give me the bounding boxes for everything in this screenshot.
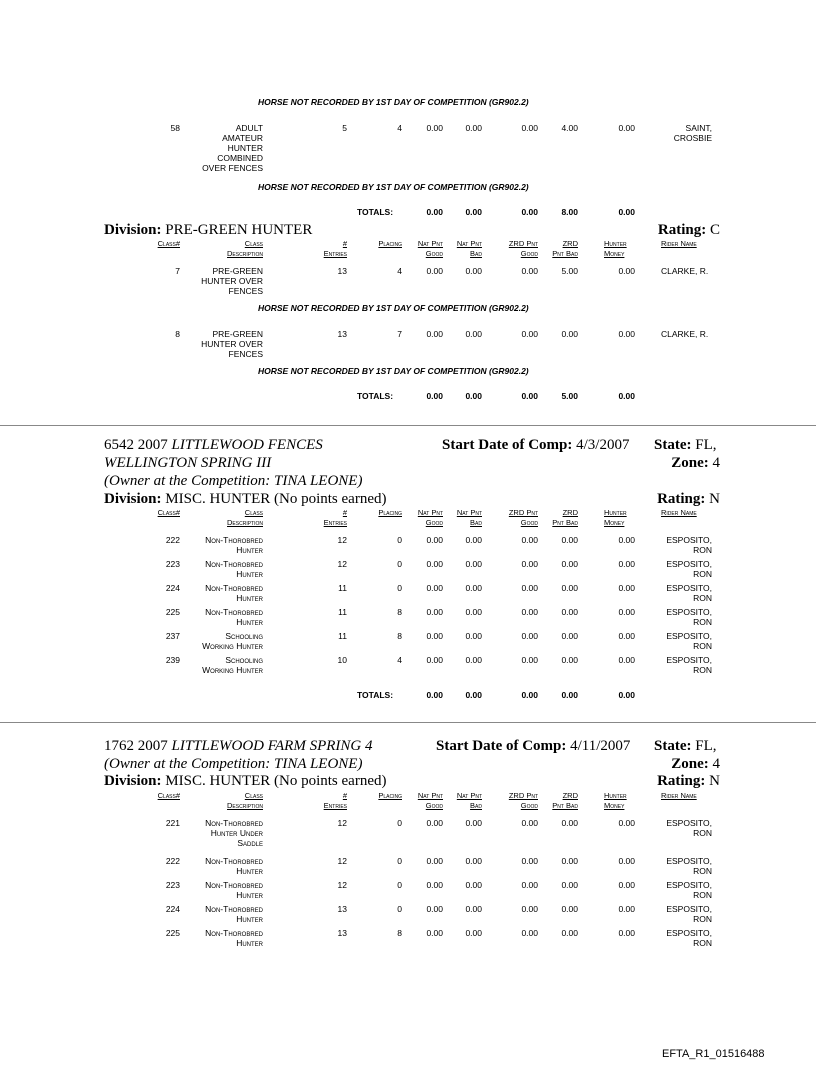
division-heading: Division: MISC. HUNTER (No points earned) [104, 773, 387, 789]
nat-pnt-bad: 0.00 [465, 583, 482, 593]
rider-name: ESPOSITO, RON [666, 818, 712, 838]
header-entries: # Entries [323, 508, 347, 527]
nat-pnt-good: 0.00 [426, 607, 443, 617]
hunter-money: 0.00 [618, 880, 635, 890]
totals-money: 0.00 [618, 391, 635, 401]
class-description: Schooling Working Hunter [202, 655, 263, 675]
rider-name: ESPOSITO, RON [666, 535, 712, 555]
hunter-money: 0.00 [618, 818, 635, 828]
hunter-money: 0.00 [618, 607, 635, 617]
hunter-money: 0.00 [618, 904, 635, 914]
document-id: EFTA_R1_01516488 [662, 1048, 765, 1060]
class-number: 8 [175, 329, 180, 339]
class-description: Non-Thorobred Hunter [205, 607, 263, 627]
header-entries: # Entries [323, 239, 347, 258]
zone: Zone: 4 [671, 455, 720, 471]
section-divider [0, 722, 816, 723]
class-number: 223 [165, 880, 180, 890]
nat-pnt-bad: 0.00 [465, 818, 482, 828]
nat-pnt-good: 0.00 [426, 904, 443, 914]
rider-name: ESPOSITO, RON [666, 607, 712, 627]
hunter-money: 0.00 [618, 123, 635, 133]
zrd-pnt-bad: 0.00 [561, 655, 578, 665]
placing: 0 [397, 818, 402, 828]
zrd-pnt-bad: 0.00 [561, 818, 578, 828]
entries: 12 [337, 818, 347, 828]
header-zrd-pnt-bad: ZRD Pnt Bad [552, 508, 578, 527]
zrd-pnt-good: 0.00 [521, 559, 538, 569]
header-placing: Placing [378, 508, 402, 517]
entries: 5 [342, 123, 347, 133]
placing: 0 [397, 583, 402, 593]
totals-nat-good: 0.00 [426, 207, 443, 217]
header-entries: # Entries [323, 791, 347, 810]
competition-title-line2: WELLINGTON SPRING III [104, 455, 272, 471]
totals-money: 0.00 [618, 690, 635, 700]
zrd-pnt-bad: 0.00 [561, 607, 578, 617]
zrd-pnt-bad: 0.00 [561, 904, 578, 914]
section-divider [0, 425, 816, 426]
placing: 0 [397, 559, 402, 569]
header-nat-pnt-bad: Nat Pnt Bad [456, 791, 482, 810]
entries: 11 [338, 631, 347, 641]
nat-pnt-bad: 0.00 [465, 329, 482, 339]
nat-pnt-good: 0.00 [426, 655, 443, 665]
entries: 12 [337, 535, 347, 545]
nat-pnt-good: 0.00 [426, 266, 443, 276]
zrd-pnt-good: 0.00 [521, 904, 538, 914]
zrd-pnt-bad: 0.00 [561, 559, 578, 569]
zrd-pnt-bad: 0.00 [561, 880, 578, 890]
zrd-pnt-bad: 4.00 [561, 123, 578, 133]
nat-pnt-good: 0.00 [426, 535, 443, 545]
hunter-money: 0.00 [618, 329, 635, 339]
entries: 13 [337, 928, 347, 938]
header-nat-pnt-good: Nat Pnt Good [417, 791, 443, 810]
nat-pnt-bad: 0.00 [465, 655, 482, 665]
class-description: Non-Thorobred Hunter [205, 880, 263, 900]
header-zrd-pnt-bad: ZRD Pnt Bad [552, 791, 578, 810]
zrd-pnt-bad: 0.00 [561, 928, 578, 938]
nat-pnt-good: 0.00 [426, 880, 443, 890]
placing: 4 [397, 655, 402, 665]
class-description: Non-Thorobred Hunter Under Saddle [205, 818, 263, 848]
entries: 12 [337, 880, 347, 890]
placing: 7 [397, 329, 402, 339]
class-description: Non-Thorobred Hunter [205, 583, 263, 603]
zrd-pnt-good: 0.00 [521, 583, 538, 593]
entries: 12 [337, 559, 347, 569]
header-rider-name: Rider Name [661, 508, 697, 517]
zrd-pnt-bad: 0.00 [561, 535, 578, 545]
zrd-pnt-good: 0.00 [521, 856, 538, 866]
division-heading: Division: MISC. HUNTER (No points earned) [104, 491, 387, 507]
nat-pnt-bad: 0.00 [465, 904, 482, 914]
totals-nat-bad: 0.00 [465, 391, 482, 401]
rating: Rating: C [657, 222, 720, 238]
header-nat-pnt-good: Nat Pnt Good [417, 508, 443, 527]
entries: 10 [337, 655, 347, 665]
header-class-number: Class# [157, 508, 180, 517]
class-description: PRE-GREEN HUNTER OVER FENCES [201, 329, 263, 359]
hunter-money: 0.00 [618, 535, 635, 545]
zrd-pnt-good: 0.00 [521, 123, 538, 133]
header-zrd-pnt-good: ZRD Pnt Good [508, 791, 538, 810]
zrd-pnt-good: 0.00 [521, 631, 538, 641]
class-number: 225 [165, 928, 180, 938]
totals-zrd-good: 0.00 [521, 207, 538, 217]
rider-name: ESPOSITO, RON [666, 631, 712, 651]
totals-nat-good: 0.00 [426, 690, 443, 700]
zrd-pnt-good: 0.00 [521, 607, 538, 617]
totals-nat-bad: 0.00 [465, 690, 482, 700]
nat-pnt-good: 0.00 [426, 123, 443, 133]
header-nat-pnt-bad: Nat Pnt Bad [456, 508, 482, 527]
entries: 12 [337, 856, 347, 866]
totals-nat-bad: 0.00 [465, 207, 482, 217]
class-description: Schooling Working Hunter [202, 631, 263, 651]
rider-name: SAINT, CROSBIE [673, 123, 712, 143]
class-number: 237 [165, 631, 180, 641]
not-recorded-notice: HORSE NOT RECORDED BY 1ST DAY OF COMPETITION (GR902.2) [258, 366, 529, 376]
rider-name: CLARKE, R. [661, 266, 709, 276]
placing: 8 [397, 607, 402, 617]
rider-name: ESPOSITO, RON [666, 583, 712, 603]
zrd-pnt-bad: 0.00 [561, 631, 578, 641]
state: State: FL, [654, 437, 717, 453]
hunter-money: 0.00 [618, 266, 635, 276]
nat-pnt-good: 0.00 [426, 631, 443, 641]
hunter-money: 0.00 [618, 928, 635, 938]
header-hunter-money: Hunter Money [604, 239, 627, 258]
competition-title: 1762 2007 LITTLEWOOD FARM SPRING 4 [104, 738, 373, 754]
totals-nat-good: 0.00 [426, 391, 443, 401]
rating: Rating: N [657, 773, 720, 789]
header-class-number: Class# [157, 791, 180, 800]
not-recorded-notice: HORSE NOT RECORDED BY 1ST DAY OF COMPETITION (GR902.2) [258, 182, 529, 192]
header-class-description: Class Description [227, 791, 263, 810]
totals-label: TOTALS: [357, 207, 394, 217]
nat-pnt-good: 0.00 [426, 928, 443, 938]
hunter-money: 0.00 [618, 583, 635, 593]
class-number: 225 [165, 607, 180, 617]
nat-pnt-bad: 0.00 [465, 928, 482, 938]
zrd-pnt-good: 0.00 [521, 266, 538, 276]
nat-pnt-bad: 0.00 [465, 266, 482, 276]
zrd-pnt-good: 0.00 [521, 329, 538, 339]
not-recorded-notice: HORSE NOT RECORDED BY 1ST DAY OF COMPETITION (GR902.2) [258, 303, 529, 313]
totals-label: TOTALS: [357, 690, 394, 700]
placing: 0 [397, 535, 402, 545]
class-description: Non-Thorobred Hunter [205, 535, 263, 555]
placing: 8 [397, 928, 402, 938]
class-description: Non-Thorobred Hunter [205, 856, 263, 876]
class-description: Non-Thorobred Hunter [205, 559, 263, 579]
competition-title: 6542 2007 LITTLEWOOD FENCES [104, 437, 323, 453]
header-hunter-money: Hunter Money [604, 508, 627, 527]
placing: 0 [397, 856, 402, 866]
rider-name: ESPOSITO, RON [666, 655, 712, 675]
zrd-pnt-bad: 0.00 [561, 583, 578, 593]
class-number: 58 [170, 123, 180, 133]
header-placing: Placing [378, 239, 402, 248]
rider-name: ESPOSITO, RON [666, 928, 712, 948]
rider-name: CLARKE, R. [661, 329, 709, 339]
rider-name: ESPOSITO, RON [666, 904, 712, 924]
totals-label: TOTALS: [357, 391, 394, 401]
totals-zrd-good: 0.00 [521, 690, 538, 700]
placing: 4 [397, 266, 402, 276]
zrd-pnt-good: 0.00 [521, 928, 538, 938]
class-description: Non-Thorobred Hunter [205, 928, 263, 948]
nat-pnt-bad: 0.00 [465, 631, 482, 641]
entries: 13 [337, 904, 347, 914]
nat-pnt-good: 0.00 [426, 329, 443, 339]
zrd-pnt-good: 0.00 [521, 655, 538, 665]
rider-name: ESPOSITO, RON [666, 856, 712, 876]
header-rider-name: Rider Name [661, 239, 697, 248]
class-description: Non-Thorobred Hunter [205, 904, 263, 924]
hunter-money: 0.00 [618, 559, 635, 569]
class-description: ADULT AMATEUR HUNTER COMBINED OVER FENCES [202, 123, 263, 173]
totals-zrd-bad: 5.00 [561, 391, 578, 401]
rider-name: ESPOSITO, RON [666, 880, 712, 900]
class-description: PRE-GREEN HUNTER OVER FENCES [201, 266, 263, 296]
header-placing: Placing [378, 791, 402, 800]
header-class-description: Class Description [227, 508, 263, 527]
totals-zrd-good: 0.00 [521, 391, 538, 401]
totals-zrd-bad: 0.00 [561, 690, 578, 700]
header-rider-name: Rider Name [661, 791, 697, 800]
zrd-pnt-good: 0.00 [521, 818, 538, 828]
nat-pnt-good: 0.00 [426, 559, 443, 569]
class-number: 222 [165, 535, 180, 545]
nat-pnt-bad: 0.00 [465, 607, 482, 617]
nat-pnt-bad: 0.00 [465, 856, 482, 866]
zrd-pnt-bad: 5.00 [561, 266, 578, 276]
rating: Rating: N [657, 491, 720, 507]
header-class-number: Class# [157, 239, 180, 248]
entries: 11 [338, 583, 347, 593]
entries: 13 [337, 329, 347, 339]
rider-name: ESPOSITO, RON [666, 559, 712, 579]
header-nat-pnt-good: Nat Pnt Good [417, 239, 443, 258]
class-number: 223 [165, 559, 180, 569]
placing: 8 [397, 631, 402, 641]
not-recorded-notice: HORSE NOT RECORDED BY 1ST DAY OF COMPETITION (GR902.2) [258, 97, 529, 107]
nat-pnt-good: 0.00 [426, 856, 443, 866]
class-number: 224 [165, 583, 180, 593]
nat-pnt-bad: 0.00 [465, 880, 482, 890]
totals-money: 0.00 [618, 207, 635, 217]
totals-zrd-bad: 8.00 [561, 207, 578, 217]
header-zrd-pnt-good: ZRD Pnt Good [508, 239, 538, 258]
class-number: 239 [165, 655, 180, 665]
nat-pnt-bad: 0.00 [465, 559, 482, 569]
zone: Zone: 4 [671, 756, 720, 772]
nat-pnt-bad: 0.00 [465, 123, 482, 133]
header-class-description: Class Description [227, 239, 263, 258]
class-number: 222 [165, 856, 180, 866]
hunter-money: 0.00 [618, 856, 635, 866]
zrd-pnt-good: 0.00 [521, 880, 538, 890]
hunter-money: 0.00 [618, 655, 635, 665]
zrd-pnt-bad: 0.00 [561, 329, 578, 339]
start-date: Start Date of Comp: 4/3/2007 [442, 437, 630, 453]
header-hunter-money: Hunter Money [604, 791, 627, 810]
zrd-pnt-bad: 0.00 [561, 856, 578, 866]
class-number: 221 [165, 818, 180, 828]
state: State: FL, [654, 738, 717, 754]
zrd-pnt-good: 0.00 [521, 535, 538, 545]
nat-pnt-good: 0.00 [426, 818, 443, 828]
nat-pnt-bad: 0.00 [465, 535, 482, 545]
hunter-money: 0.00 [618, 631, 635, 641]
placing: 0 [397, 904, 402, 914]
entries: 13 [337, 266, 347, 276]
header-nat-pnt-bad: Nat Pnt Bad [456, 239, 482, 258]
header-zrd-pnt-bad: ZRD Pnt Bad [552, 239, 578, 258]
nat-pnt-good: 0.00 [426, 583, 443, 593]
start-date: Start Date of Comp: 4/11/2007 [436, 738, 631, 754]
class-number: 7 [175, 266, 180, 276]
placing: 0 [397, 880, 402, 890]
placing: 4 [397, 123, 402, 133]
header-zrd-pnt-good: ZRD Pnt Good [508, 508, 538, 527]
class-number: 224 [165, 904, 180, 914]
owner-line: (Owner at the Competition: TINA LEONE) [104, 756, 363, 772]
division-heading: Division: PRE-GREEN HUNTER [104, 222, 313, 238]
owner-line: (Owner at the Competition: TINA LEONE) [104, 473, 363, 489]
entries: 11 [338, 607, 347, 617]
